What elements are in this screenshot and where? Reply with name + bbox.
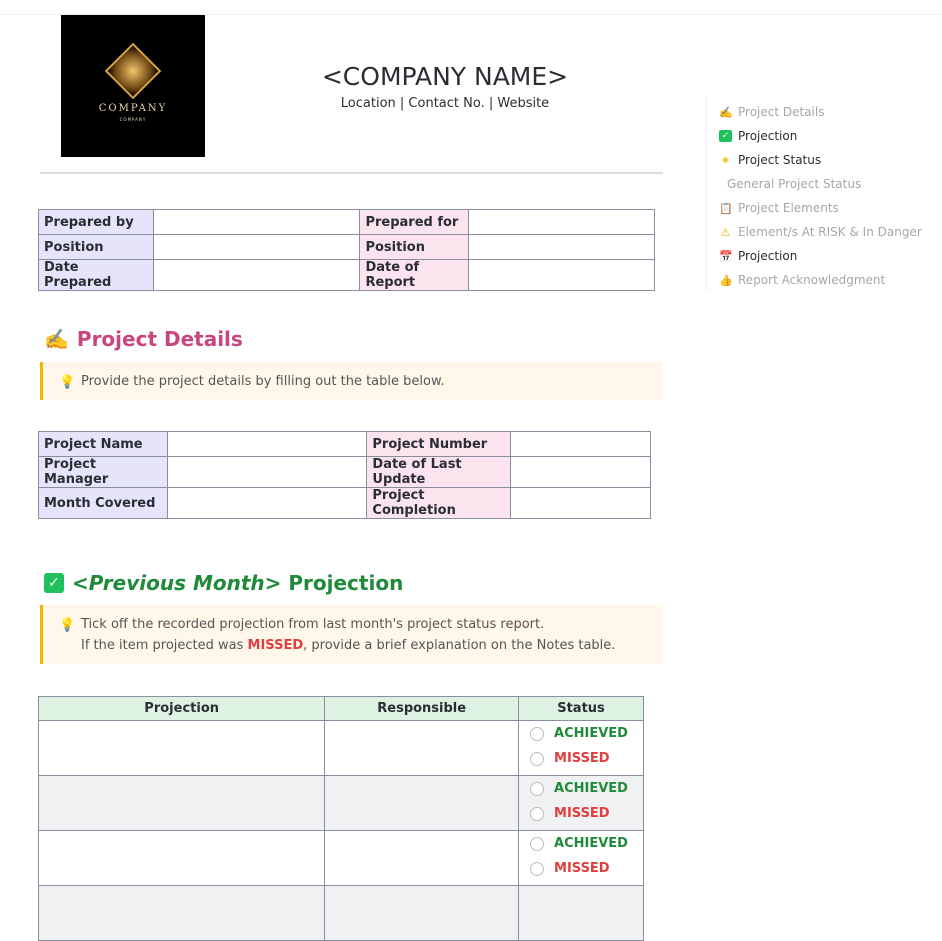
missed-label: MISSED — [554, 861, 610, 876]
writing-hand-icon: ✍️ — [719, 105, 733, 119]
warning-icon: ⚠ — [720, 225, 731, 239]
company-name: <COMPANY NAME> — [321, 62, 569, 91]
achieved-label: ACHIEVED — [554, 781, 628, 796]
project-details-table — [38, 431, 651, 519]
col-responsible: Responsible — [325, 697, 519, 721]
label-prepared-for: Prepared for — [360, 210, 469, 235]
toc-label: Projection — [738, 129, 798, 143]
prepared-for-field[interactable] — [469, 210, 655, 235]
missed-option[interactable] — [524, 856, 638, 881]
heading-text: Project Details — [76, 327, 243, 351]
month-covered-field[interactable] — [167, 488, 367, 519]
projection-cell[interactable] — [39, 776, 325, 831]
clipboard-icon: 📋 — [719, 201, 733, 215]
thumbs-up-icon: 👍 — [719, 273, 733, 287]
radio-button[interactable] — [530, 782, 544, 796]
label-project-manager: Project Manager — [39, 457, 168, 488]
projection-hint — [40, 605, 663, 664]
achieved-option[interactable] — [524, 831, 638, 856]
project-details-heading — [44, 327, 243, 351]
toc-label: General Project Status — [727, 177, 862, 191]
hint-pre: If the item projected was — [81, 638, 248, 653]
label-month-covered: Month Covered — [39, 488, 168, 519]
status-cell — [519, 831, 644, 886]
lightbulb-icon: 💡 — [59, 375, 76, 390]
lightbulb-icon: 💡 — [59, 618, 76, 633]
logo-emblem — [105, 43, 162, 100]
projection-cell[interactable] — [39, 831, 325, 886]
label-project-number: Project Number — [367, 432, 511, 457]
company-contact: Location | Contact No. | Website — [340, 96, 550, 111]
missed-label: MISSED — [554, 751, 610, 766]
missed-label: MISSED — [554, 806, 610, 821]
company-logo — [61, 15, 205, 157]
hint-text: Provide the project details by filling out the table below. — [81, 374, 445, 389]
project-manager-field[interactable] — [167, 457, 367, 488]
table-of-contents — [706, 97, 936, 291]
project-number-field[interactable] — [511, 432, 651, 457]
projection-heading — [44, 571, 403, 595]
sparkle-icon: ✷ — [720, 153, 731, 167]
responsible-cell[interactable] — [325, 776, 519, 831]
toc-item-projection[interactable] — [707, 124, 936, 148]
logo-subtext: COMPANY — [119, 117, 147, 122]
table-row — [39, 776, 644, 831]
toc-label: Project Elements — [738, 201, 839, 215]
label-project-completion: Project Completion — [367, 488, 511, 519]
toc-label: Project Status — [738, 153, 822, 167]
radio-button[interactable] — [530, 752, 544, 766]
logo-text: COMPANY — [98, 103, 168, 114]
label-date-of-report: Date of Report — [360, 260, 469, 291]
radio-button[interactable] — [530, 862, 544, 876]
toc-item-projection-2[interactable] — [707, 244, 936, 268]
label-last-update: Date of Last Update — [367, 457, 511, 488]
label-prepared-by: Prepared by — [39, 210, 154, 235]
table-row — [39, 831, 644, 886]
responsible-cell[interactable] — [325, 831, 519, 886]
status-cell — [519, 886, 644, 941]
heading-text: Projection — [288, 571, 404, 595]
projection-table — [38, 696, 644, 941]
status-cell — [519, 776, 644, 831]
divider — [40, 172, 663, 174]
projection-cell[interactable] — [39, 721, 325, 776]
project-completion-field[interactable] — [511, 488, 651, 519]
toc-item-project-status[interactable] — [707, 148, 936, 172]
toc-item-general-project-status[interactable] — [707, 172, 936, 196]
radio-button[interactable] — [530, 837, 544, 851]
hint-post: , provide a brief explanation on the Notes table. — [303, 638, 616, 653]
col-projection: Projection — [39, 697, 325, 721]
calendar-icon: 📅 — [719, 249, 733, 263]
responsible-cell[interactable] — [325, 886, 519, 941]
responsible-cell[interactable] — [325, 721, 519, 776]
table-row — [39, 721, 644, 776]
missed-option[interactable] — [524, 746, 638, 771]
date-prepared-field[interactable] — [153, 260, 360, 291]
writing-hand-icon: ✍️ — [44, 327, 69, 351]
projection-cell[interactable] — [39, 886, 325, 941]
check-box-icon: ✓ — [719, 130, 732, 142]
radio-button[interactable] — [530, 807, 544, 821]
hint-line-2 — [81, 635, 663, 656]
achieved-option[interactable] — [524, 776, 638, 801]
missed-emphasis: MISSED — [247, 638, 304, 653]
prepared-table — [38, 209, 655, 291]
toc-item-acknowledgment[interactable] — [707, 268, 936, 292]
position-for-field[interactable] — [469, 235, 655, 260]
missed-option[interactable] — [524, 801, 638, 826]
label-position: Position — [39, 235, 154, 260]
project-name-field[interactable] — [167, 432, 367, 457]
heading-italic: <Previous Month> — [72, 571, 282, 595]
label-project-name: Project Name — [39, 432, 168, 457]
toc-item-project-details[interactable] — [707, 100, 936, 124]
toc-item-project-elements[interactable] — [707, 196, 936, 220]
status-cell — [519, 721, 644, 776]
prepared-by-field[interactable] — [153, 210, 360, 235]
col-status: Status — [519, 697, 644, 721]
achieved-label: ACHIEVED — [554, 836, 628, 851]
label-position-for: Position — [360, 235, 469, 260]
position-field[interactable] — [153, 235, 360, 260]
toc-item-at-risk[interactable] — [707, 220, 936, 244]
achieved-option[interactable] — [524, 721, 638, 746]
achieved-label: ACHIEVED — [554, 726, 628, 741]
hint-line-1: Tick off the recorded projection from last month's project status report. — [81, 617, 545, 632]
project-details-hint — [40, 362, 663, 400]
last-update-field[interactable] — [511, 457, 651, 488]
radio-button[interactable] — [530, 727, 544, 741]
toc-label: Project Details — [738, 105, 825, 119]
date-of-report-field[interactable] — [469, 260, 655, 291]
check-box-icon: ✓ — [44, 573, 64, 593]
toc-label: Report Acknowledgment — [738, 273, 886, 287]
toc-label: Element/s At RISK & In Danger — [738, 225, 922, 239]
table-row — [39, 886, 644, 941]
label-date-prepared: Date Prepared — [39, 260, 154, 291]
toc-label: Projection — [738, 249, 798, 263]
